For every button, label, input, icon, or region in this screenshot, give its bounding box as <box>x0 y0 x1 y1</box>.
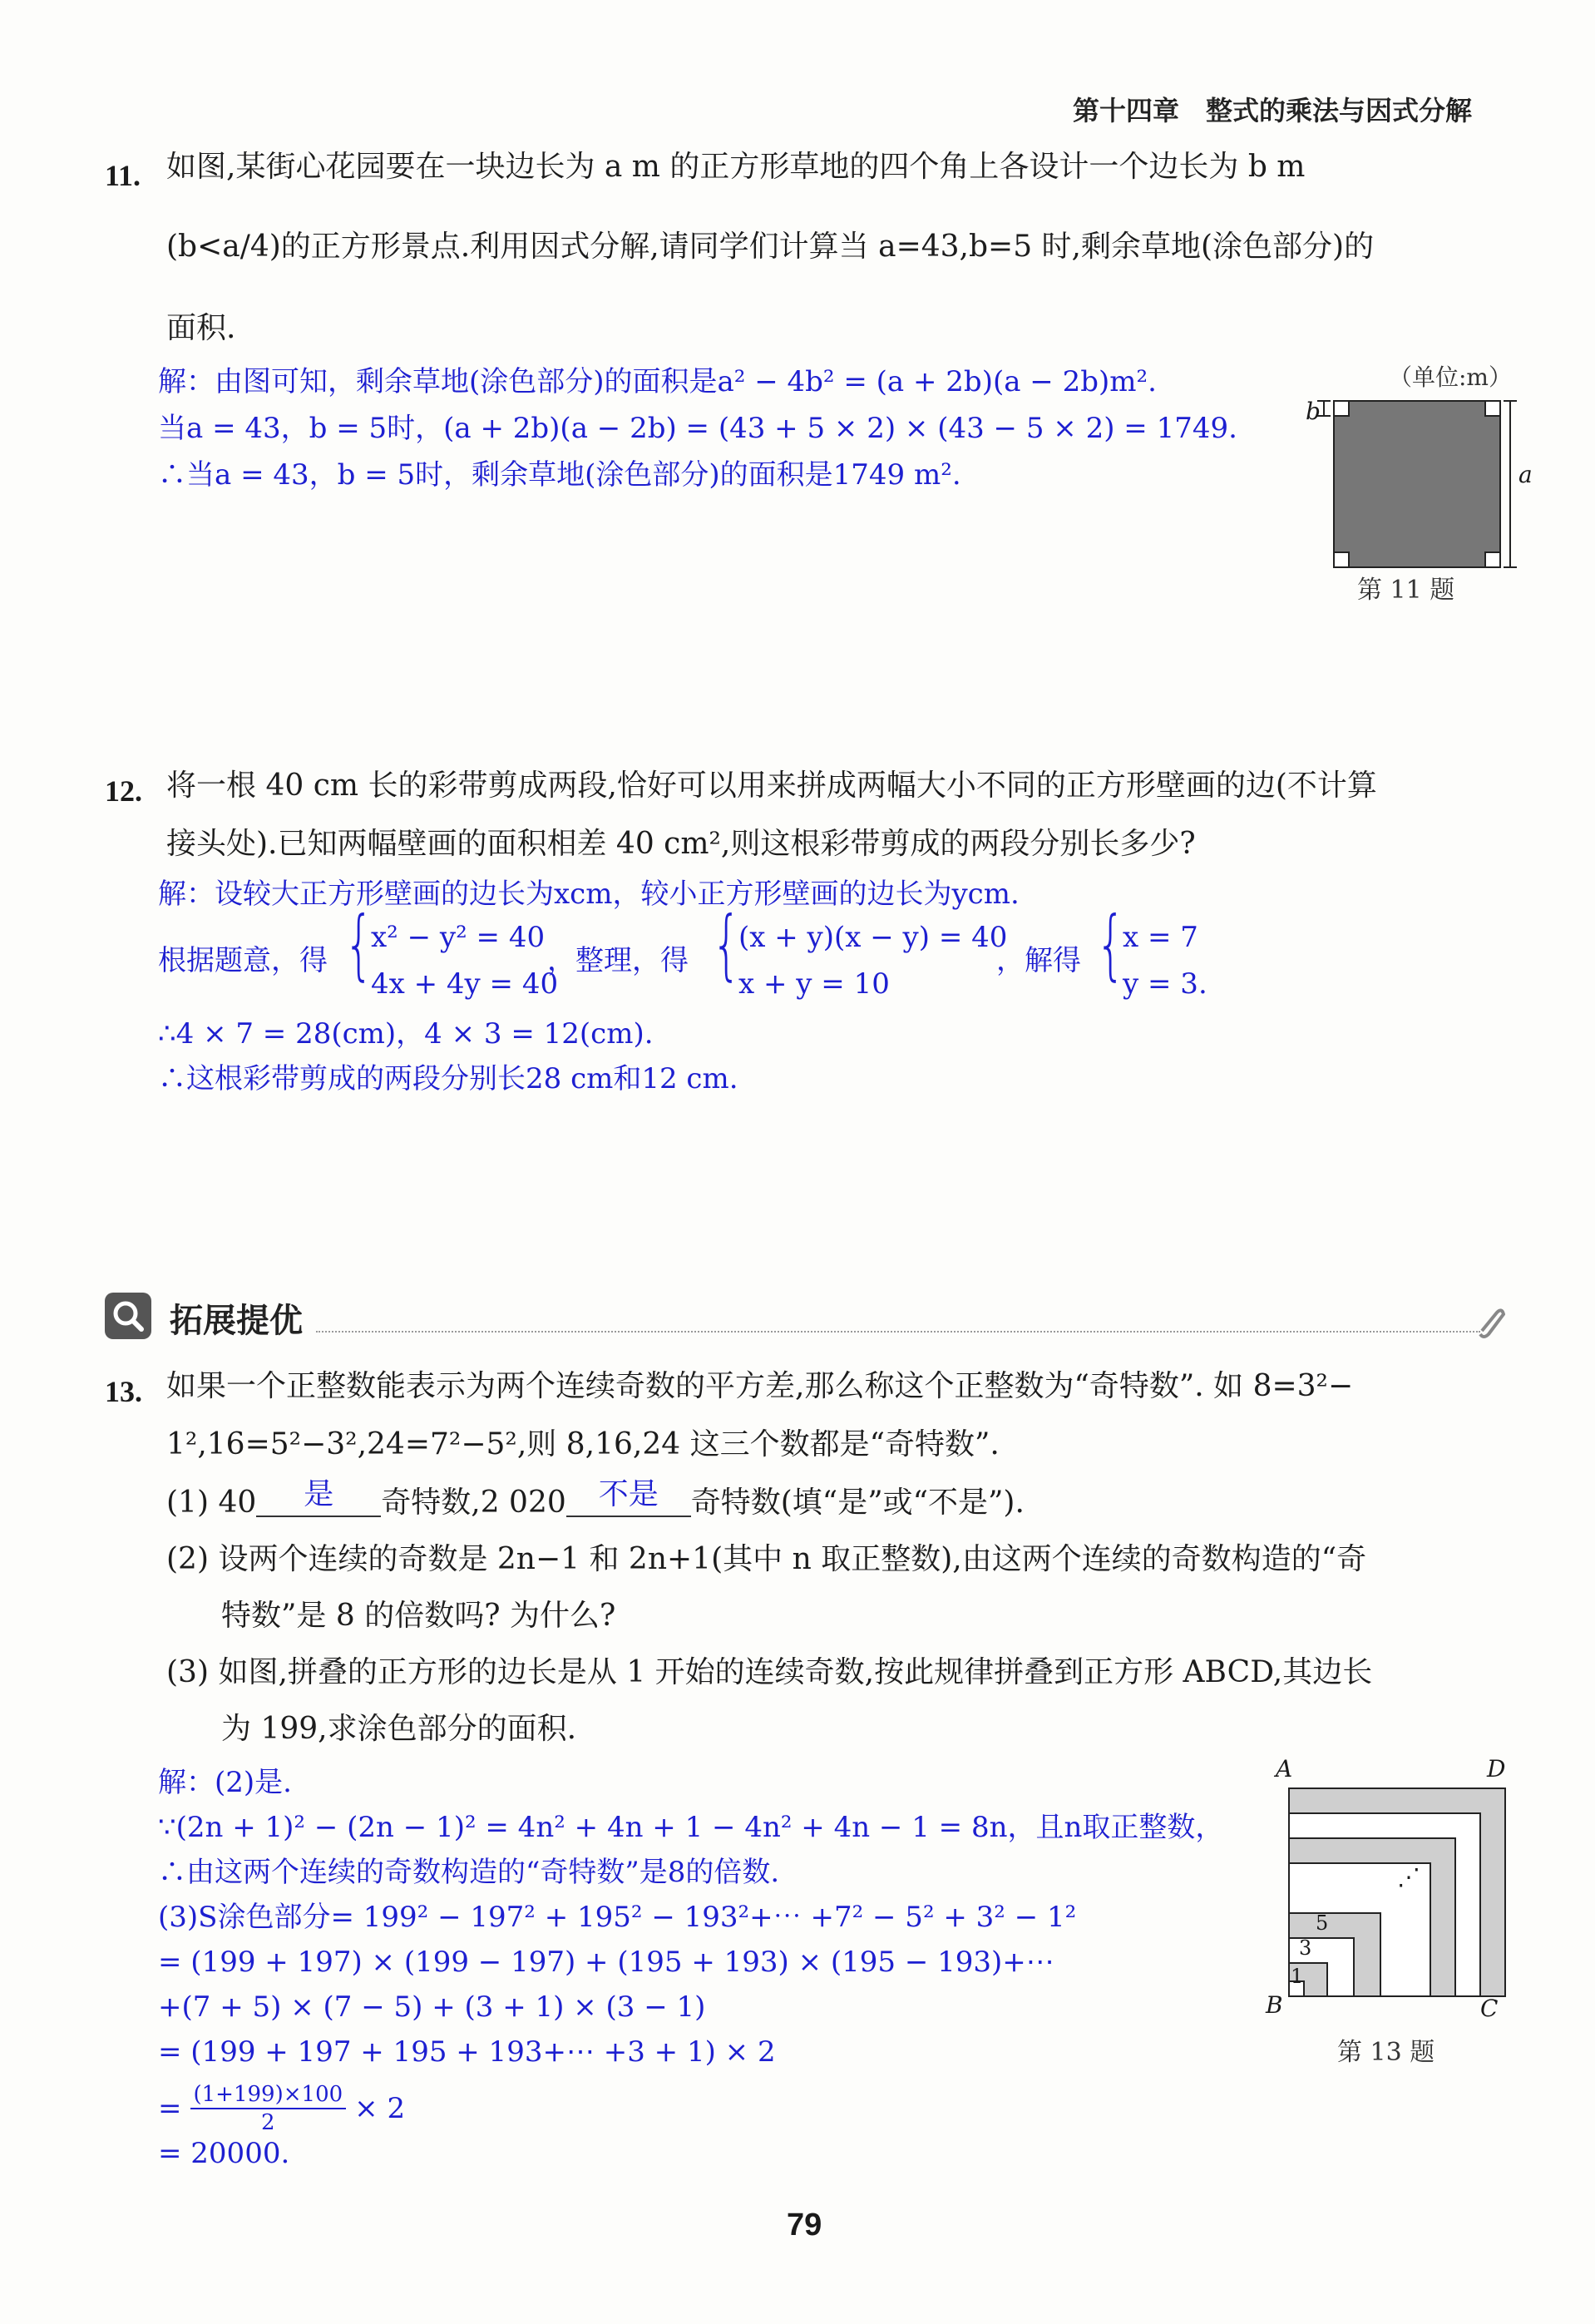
fraction-post: × 2 <box>354 2092 406 2125</box>
system1-eq2: 4x + 4y = 40 <box>371 967 559 1001</box>
q13-answer-1: 解：(2)是. <box>158 1766 292 1799</box>
q13-figure <box>1266 1755 1522 2038</box>
q13-line2: 1²,16=5²−3²,24=7²−5²,则 8,16,24 这三个数都是“奇特数”. <box>166 1427 1000 1461</box>
q12-answer-2-mid: ，整理，得 <box>547 944 689 977</box>
q11-figure <box>1281 354 1533 604</box>
q13-p1-blank1: 是 <box>256 1474 381 1517</box>
q12-answer-1: 解：设较大正方形壁画的边长为xcm，较小正方形壁画的边长为ycm. <box>158 878 1020 911</box>
page-number: 79 <box>787 2208 822 2242</box>
q12-line2: 接头处).已知两幅壁画的面积相差 40 cm²,则这根彩带剪成的两段分别长多少? <box>166 827 1196 861</box>
q13-p1-pre: (1) 40 <box>166 1486 257 1520</box>
q11-line3: 面积. <box>166 311 236 345</box>
system3-brace: { <box>1096 900 1126 989</box>
q11-line2: (b<a/4)的正方形景点.利用因式分解,请同学们计算当 a=43,b=5 时,剩余草地(涂色部分)的 <box>166 230 1375 264</box>
q11-line1: 如图,某街心花园要在一块边长为 a m 的正方形草地的四个角上各设计一个边长为 b m <box>166 150 1306 184</box>
q12-answer-3: ∴4 × 7 = 28(cm)，4 × 3 = 12(cm). <box>158 1017 654 1051</box>
grass-square <box>1334 401 1500 567</box>
q13-p1-post: 奇特数(填“是”或“不是”). <box>690 1486 1025 1520</box>
system2-brace: { <box>712 900 742 989</box>
q13-part3-line1: (3) 如图,拼叠的正方形的边长是从 1 开始的连续奇数,按此规律拼叠到正方形 ABCD,其边长 <box>166 1655 1373 1689</box>
section-title: 拓展提优 <box>170 1302 303 1340</box>
corner-square-tl <box>1334 401 1349 416</box>
q13-answer-6: +(7 + 5) × (7 − 5) + (3 + 1) × (3 − 1) <box>158 1990 706 2024</box>
q12-line1: 将一根 40 cm 长的彩带剪成两段,恰好可以用来拼成两幅大小不同的正方形壁画的边(不计算 <box>166 769 1377 803</box>
q12-num: 12. <box>105 774 142 808</box>
fraction-numerator: (1+199)×100 <box>190 2081 347 2109</box>
q11-figure-label-b: b <box>1306 398 1321 425</box>
q13-p1-blank2: 不是 <box>566 1474 691 1517</box>
q11-answer-3: ∴当a = 43，b = 5时，剩余草地(涂色部分)的面积是1749 m². <box>158 458 961 492</box>
q13-figure-label-3: 3 <box>1299 1936 1312 1960</box>
q13-part2-line2: 特数”是 8 的倍数吗? 为什么? <box>221 1599 616 1633</box>
q11-num: 11. <box>105 159 141 192</box>
system1-eq1: x² − y² = 40 <box>371 921 546 954</box>
q13-num: 13. <box>105 1375 142 1408</box>
system2-eq1: (x + y)(x − y) = 40 <box>738 921 1008 954</box>
q13-figure-label-C: C <box>1480 1995 1499 2022</box>
q13-part2-line1: (2) 设两个连续的奇数是 2n−1 和 2n+1(其中 n 取正整数),由这两个连续的奇数构造的“奇 <box>166 1542 1367 1576</box>
q12-answer-4: ∴这根彩带剪成的两段分别长28 cm和12 cm. <box>158 1062 738 1095</box>
q13-figure-dots: ⋰ <box>1397 1863 1420 1891</box>
q13-p1-mid: 奇特数,2 020 <box>381 1486 566 1520</box>
q13-part3-line2: 为 199,求涂色部分的面积. <box>221 1712 577 1746</box>
fraction <box>190 2081 347 2136</box>
q13-answer-7: = (199 + 197 + 195 + 193+⋯ +3 + 1) × 2 <box>158 2035 776 2069</box>
q11-figure-label-a: a <box>1518 461 1533 488</box>
q13-answer-2: ∵(2n + 1)² − (2n − 1)² = 4n² + 4n + 1 − 4n² + 4n − 1 = 8n，且n取正整数， <box>158 1811 1224 1844</box>
q11-answer-2: 当a = 43，b = 5时，(a + 2b)(a − 2b) = (43 + 5 × 2) × (43 − 5 × 2) = 1749. <box>158 412 1237 445</box>
magnifier-icon <box>105 1293 151 1339</box>
q12-answer-2-mid2: ，解得 <box>996 944 1081 977</box>
q13-answer-9: = 20000. <box>158 2137 290 2170</box>
q13-figure-label-1: 1 <box>1291 1965 1304 1988</box>
q13-answer-5: = (199 + 197) × (199 − 197) + (195 + 193) × (195 − 193)+⋯ <box>158 1946 1054 1979</box>
corner-square-br <box>1485 552 1500 567</box>
q13-answer-4: (3)S涂色部分= 199² − 197² + 195² − 193²+⋯ +7² − 5² + 3² − 1² <box>158 1901 1077 1934</box>
paperclip-icon <box>1477 1306 1505 1339</box>
q13-part1 <box>166 1477 1025 1525</box>
q13-figure-label-A: A <box>1276 1755 1293 1783</box>
q12-number <box>105 770 142 813</box>
q13-line1: 如果一个正整数能表示为两个连续奇数的平方差,那么称这个正整数为“奇特数”. 如 8=3²− <box>166 1369 1354 1403</box>
system1-brace: { <box>344 900 374 989</box>
q11-figure-unit: （单位:m） <box>1389 363 1512 391</box>
fraction-denominator: 2 <box>261 2110 275 2135</box>
section-divider <box>316 1331 1480 1333</box>
corner-square-tr <box>1485 401 1500 416</box>
system2-eq2: x + y = 10 <box>738 967 890 1001</box>
q13-answer-3: ∴由这两个连续的奇数构造的“奇特数”是8的倍数. <box>158 1856 780 1889</box>
q13-figure-label-D: D <box>1487 1755 1506 1783</box>
q11-answer-1: 解：由图可知，剩余草地(涂色部分)的面积是a² − 4b² = (a + 2b)(a − 2b)m². <box>158 365 1157 398</box>
q13-number <box>105 1371 142 1413</box>
chapter-header: 第十四章 整式的乘法与因式分解 <box>1073 95 1473 126</box>
system3-eq1: x = 7 <box>1123 921 1198 954</box>
corner-square-bl <box>1334 552 1349 567</box>
q13-figure-label-B: B <box>1266 1991 1283 2019</box>
q12-answer-2-pre: 根据题意，得 <box>158 944 328 977</box>
q13-figure-label-5: 5 <box>1316 1911 1329 1935</box>
q13-figure-caption: 第 13 题 <box>1337 2038 1435 2067</box>
q11-figure-caption: 第 11 题 <box>1357 576 1455 605</box>
system3-eq2: y = 3. <box>1123 967 1207 1001</box>
q13-answer-8: = $\frac{(1+199)\times 100}{2}$ × 2 <box>158 2082 406 2135</box>
q11-number <box>105 155 141 197</box>
